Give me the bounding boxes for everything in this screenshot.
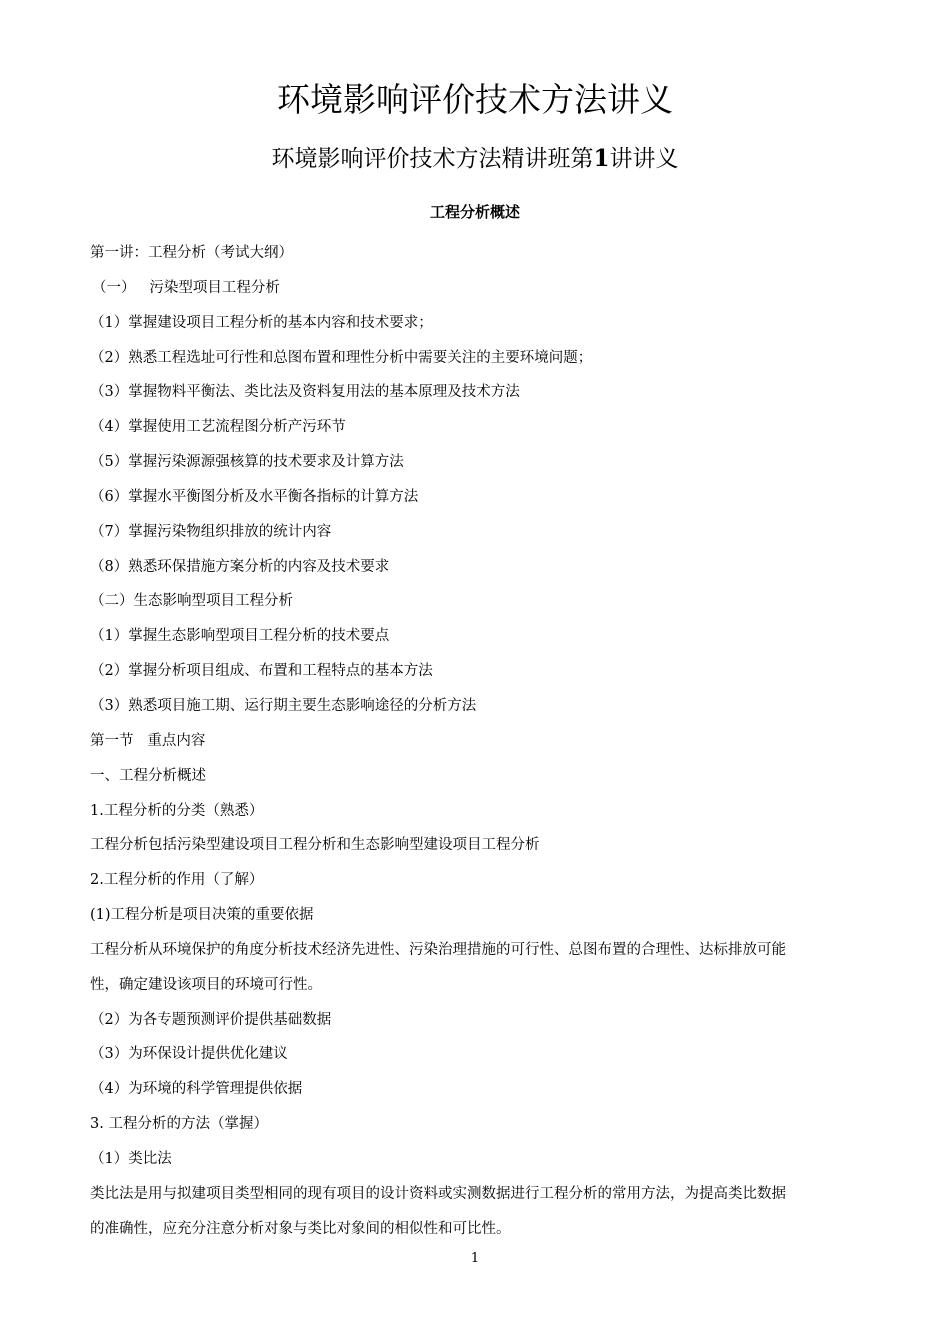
document-subtitle (0, 142, 950, 176)
text-line: （2）熟悉工程选址可行性和总图布置和理性分析中需要关注的主要环境问题； (90, 349, 593, 366)
text-line: （2）为各专题预测评价提供基础数据 (90, 1011, 332, 1028)
subtitle-lecture-number: 1 (593, 145, 610, 172)
text-line: （1）类比法 (90, 1150, 172, 1167)
text-line: （3）熟悉项目施工期、运行期主要生态影响途径的分析方法 (90, 697, 477, 714)
body-text (90, 236, 865, 1246)
page-number: 1 (470, 1251, 480, 1266)
text-line: （一） 污染型项目工程分析 (92, 279, 280, 296)
document-title: 环境影响评价技术方法讲义 (277, 80, 673, 119)
text-line: （二）生态影响型项目工程分析 (90, 593, 293, 610)
text-line: 1.工程分析的分类（熟悉） (90, 802, 264, 819)
text-line: （4）掌握使用工艺流程图分析产污环节 (90, 419, 346, 436)
text-line: （6）掌握水平衡图分析及水平衡各指标的计算方法 (90, 488, 419, 505)
text-line: 3. 工程分析的方法（掌握） (90, 1116, 268, 1133)
text-line: 第一节 重点内容 (90, 732, 206, 749)
text-line: （2）掌握分析项目组成、布置和工程特点的基本方法 (90, 663, 433, 680)
text-line: （1）掌握生态影响型项目工程分析的技术要点 (90, 628, 390, 645)
text-line: （4）为环境的科学管理提供依据 (90, 1081, 303, 1098)
subtitle-text-post: 讲讲义 (609, 146, 679, 172)
text-line: （8）熟悉环保措施方案分析的内容及技术要求 (90, 558, 390, 575)
section-heading: 工程分析概述 (429, 203, 520, 221)
text-line: 第一讲：工程分析（考试大纲） (90, 245, 293, 261)
text-line: 工程分析从环境保护的角度分析技术经济先进性、污染治理措施的可行性、总图布置的合理性、达标排放可能 (90, 941, 786, 958)
subtitle-text-pre: 环境影响评价技术方法精讲班第 (271, 146, 594, 172)
text-line: 的准确性，应充分注意分析对象与类比对象间的相似性和可比性。 (90, 1220, 511, 1237)
text-line: （5）掌握污染源源强核算的技术要求及计算方法 (90, 454, 404, 471)
text-line: （3）为环保设计提供优化建议 (90, 1046, 288, 1063)
text-line: （1）掌握建设项目工程分析的基本内容和技术要求； (90, 314, 433, 331)
text-line: （7）掌握污染物组织排放的统计内容 (90, 523, 332, 540)
text-line: （3）掌握物料平衡法、类比法及资料复用法的基本原理及技术方法 (90, 384, 520, 401)
text-line: (1)工程分析是项目决策的重要依据 (90, 907, 314, 924)
text-line: 工程分析包括污染型建设项目工程分析和生态影响型建设项目工程分析 (90, 837, 540, 854)
text-line: 一、工程分析概述 (90, 767, 206, 784)
text-line: 2.工程分析的作用（了解） (90, 872, 264, 889)
text-line: 性，确定建设该项目的环境可行性。 (90, 976, 322, 993)
text-line: 类比法是用与拟建项目类型相同的现有项目的设计资料或实测数据进行工程分析的常用方法，为提高类比数据 (90, 1185, 786, 1202)
